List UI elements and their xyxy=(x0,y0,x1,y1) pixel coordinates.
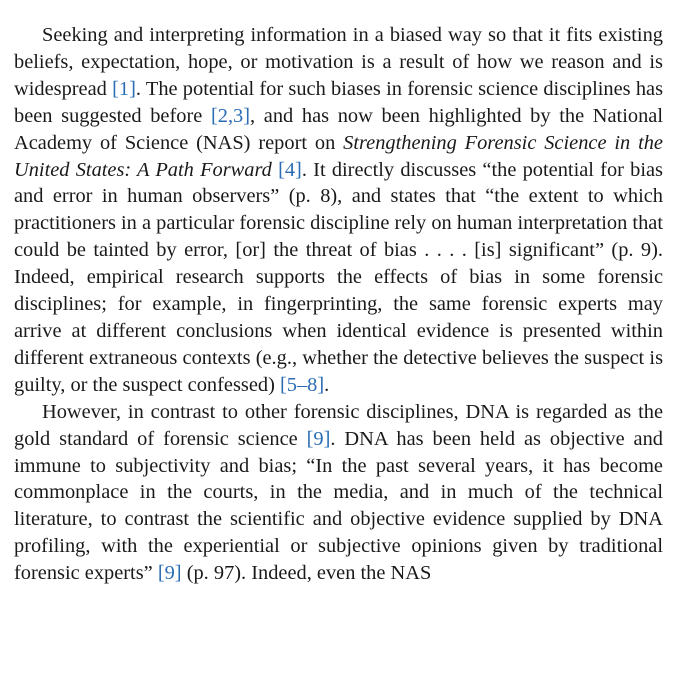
paragraph-1 xyxy=(14,22,663,399)
text-run: , and has now been highlighted by the National Academy of Science (NAS) report on xyxy=(14,104,663,154)
citation-link[interactable]: [9] xyxy=(157,562,182,585)
text-run: . The potential for such biases in forensic science disciplines has been suggested before xyxy=(14,77,664,127)
citation-link[interactable]: [5–8] xyxy=(279,373,325,396)
report-title-italic: Strengthening Forensic Science in the United States: A Path Forward xyxy=(14,131,663,181)
citation-link[interactable]: [9] xyxy=(306,427,331,450)
citation-link[interactable]: [4] xyxy=(278,158,302,181)
text-run: . It directly discusses “the potential for bias and error in human observers” (p. 8), and states that “the extent to which practitioners in a particular forensic discipline rely on human interpretation that could be tainted by error, [or] the threat of bias . . . . [is] significant” (p. 9). Indeed, empirical research supports the effects of bias in some forensic disciplines; for example, in fingerprinting, the same forensic experts may arrive at different conclusions when identical evidence is presented within different extraneous contexts (e.g., whether the detective believes the suspect is guilty, or the suspect confessed) xyxy=(14,158,663,396)
citation-link[interactable]: [1] xyxy=(112,77,136,100)
paragraph-2 xyxy=(14,399,663,587)
text-run: . xyxy=(324,373,330,396)
text-run: However, in contrast to other forensic disciplines, DNA is regarded as the gold standard of forensic science xyxy=(14,400,663,450)
citation-link[interactable]: [2,3] xyxy=(210,104,251,127)
text-run: Seeking and interpreting information in a biased way so that it fits existing beliefs, expectation, hope, or motivation is a result of how we reason and is widespread xyxy=(14,24,663,100)
text-run: . DNA has been held as objective and immune to subjectivity and bias; “In the past several years, it has become commonplace in the courts, in the media, and in much of the technical literature, to contrast the scientific and objective evidence supplied by DNA profiling, with the experiential or subjective opinions given by traditional forensic experts” xyxy=(14,427,663,585)
text-run: (p. 97). Indeed, even the NAS xyxy=(181,562,432,585)
